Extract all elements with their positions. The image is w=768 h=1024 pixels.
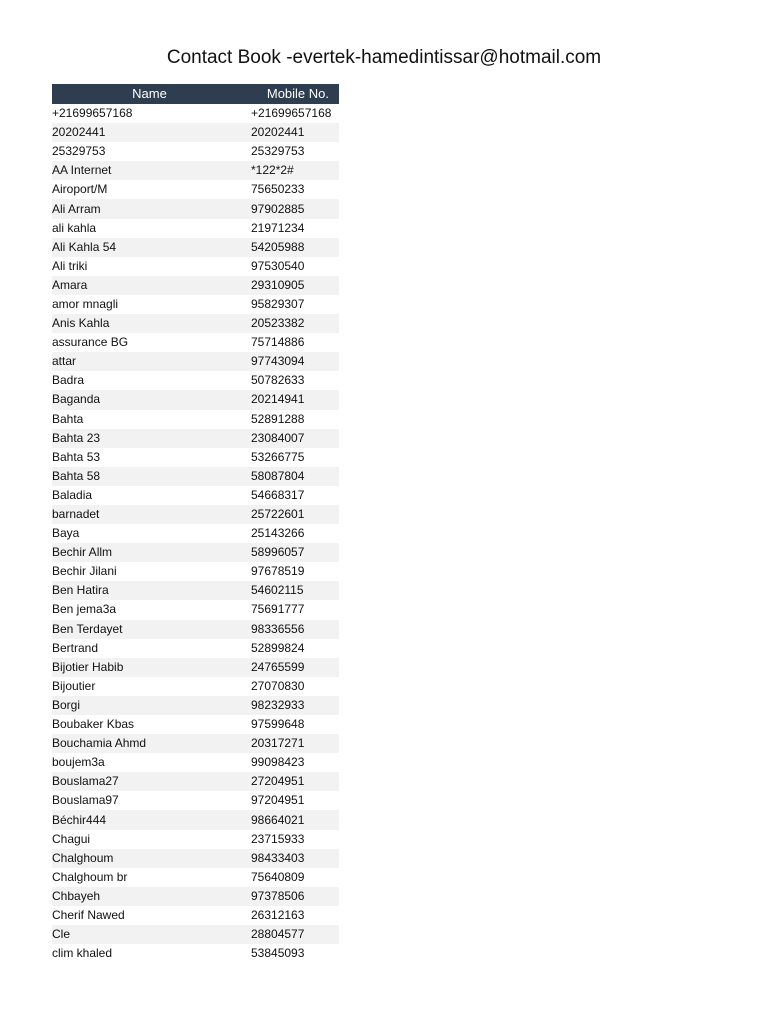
contact-table: [52, 84, 339, 963]
contact-name-cell: attar: [52, 352, 247, 371]
table-row: [52, 600, 339, 619]
contact-name-cell: assurance BG: [52, 333, 247, 352]
contact-name-cell: Amara: [52, 276, 247, 295]
table-row: [52, 543, 339, 562]
mobile-column-header: Mobile No.: [247, 84, 339, 104]
contact-mobile-cell: 20317271: [247, 734, 339, 753]
table-row: [52, 658, 339, 677]
contact-name-cell: Bijoutier: [52, 677, 247, 696]
contact-mobile-cell: 97743094: [247, 352, 339, 371]
contact-name-cell: Bouslama27: [52, 772, 247, 791]
table-header: [52, 84, 339, 104]
contact-mobile-cell: 98664021: [247, 810, 339, 829]
table-row: [52, 734, 339, 753]
table-row: [52, 390, 339, 409]
contact-mobile-cell: 52899824: [247, 639, 339, 658]
contact-name-cell: Ali triki: [52, 257, 247, 276]
contact-mobile-cell: 75691777: [247, 600, 339, 619]
table-row: [52, 448, 339, 467]
table-row: [52, 944, 339, 963]
table-row: [52, 314, 339, 333]
contact-name-cell: AA Internet: [52, 161, 247, 180]
contact-name-cell: 20202441: [52, 123, 247, 142]
table-row: [52, 295, 339, 314]
contact-name-cell: Béchir444: [52, 810, 247, 829]
contact-mobile-cell: 26312163: [247, 906, 339, 925]
table-row: [52, 333, 339, 352]
table-row: [52, 257, 339, 276]
contact-name-cell: Bahta: [52, 410, 247, 429]
table-row: [52, 772, 339, 791]
table-row: [52, 486, 339, 505]
contact-mobile-cell: 27204951: [247, 772, 339, 791]
contact-name-cell: Bertrand: [52, 639, 247, 658]
contact-mobile-cell: 75714886: [247, 333, 339, 352]
contact-mobile-cell: 50782633: [247, 371, 339, 390]
contact-mobile-cell: 24765599: [247, 658, 339, 677]
table-row: [52, 906, 339, 925]
contact-mobile-cell: 97378506: [247, 887, 339, 906]
contact-mobile-cell: 52891288: [247, 410, 339, 429]
contact-name-cell: Bahta 53: [52, 448, 247, 467]
table-row: [52, 505, 339, 524]
contact-name-cell: Cherif Nawed: [52, 906, 247, 925]
contact-name-cell: boujem3a: [52, 753, 247, 772]
contact-mobile-cell: 58087804: [247, 467, 339, 486]
table-row: [52, 104, 339, 123]
table-row: [52, 753, 339, 772]
table-row: [52, 524, 339, 543]
table-row: [52, 791, 339, 810]
contact-mobile-cell: 98433403: [247, 849, 339, 868]
contact-name-cell: Bouslama97: [52, 791, 247, 810]
contact-name-cell: amor mnagli: [52, 295, 247, 314]
page-title: Contact Book -evertek-hamedintissar@hotmail.com: [166, 47, 602, 68]
table-row: [52, 639, 339, 658]
contact-name-cell: Baya: [52, 524, 247, 543]
contact-name-cell: barnadet: [52, 505, 247, 524]
contact-mobile-cell: 97678519: [247, 562, 339, 581]
table-row: [52, 467, 339, 486]
table-row: [52, 677, 339, 696]
contact-mobile-cell: 97530540: [247, 257, 339, 276]
contact-mobile-cell: 53266775: [247, 448, 339, 467]
table-row: [52, 810, 339, 829]
table-row: [52, 199, 339, 218]
contact-name-cell: Chagui: [52, 830, 247, 849]
table-row: [52, 142, 339, 161]
contact-mobile-cell: 54205988: [247, 238, 339, 257]
contact-name-cell: 25329753: [52, 142, 247, 161]
table-row: [52, 123, 339, 142]
table-row: [52, 410, 339, 429]
table-row: [52, 429, 339, 448]
table-row: [52, 219, 339, 238]
contact-mobile-cell: 97204951: [247, 791, 339, 810]
contact-name-cell: Bechir Allm: [52, 543, 247, 562]
name-column-header: Name: [52, 84, 247, 104]
table-body: [52, 104, 339, 963]
contact-name-cell: Ben Hatira: [52, 581, 247, 600]
contact-mobile-cell: 25143266: [247, 524, 339, 543]
contact-name-cell: ali kahla: [52, 219, 247, 238]
contact-mobile-cell: 23715933: [247, 830, 339, 849]
contact-mobile-cell: *122*2#: [247, 161, 339, 180]
table-row: [52, 830, 339, 849]
contact-mobile-cell: 20523382: [247, 314, 339, 333]
contact-mobile-cell: 98336556: [247, 620, 339, 639]
table-row: [52, 352, 339, 371]
header-row: [52, 84, 339, 104]
table-row: [52, 161, 339, 180]
table-row: [52, 849, 339, 868]
contact-mobile-cell: 25722601: [247, 505, 339, 524]
contact-name-cell: Chalghoum: [52, 849, 247, 868]
table-row: [52, 696, 339, 715]
contact-mobile-cell: 97599648: [247, 715, 339, 734]
contact-mobile-cell: 58996057: [247, 543, 339, 562]
contact-name-cell: Ali Kahla 54: [52, 238, 247, 257]
contact-mobile-cell: 75640809: [247, 868, 339, 887]
table-row: [52, 371, 339, 390]
contact-mobile-cell: 21971234: [247, 219, 339, 238]
table-row: [52, 581, 339, 600]
contact-name-cell: Bechir Jilani: [52, 562, 247, 581]
contact-name-cell: +21699657168: [52, 104, 247, 123]
table-row: [52, 180, 339, 199]
contact-mobile-cell: 23084007: [247, 429, 339, 448]
contact-mobile-cell: 54602115: [247, 581, 339, 600]
contact-mobile-cell: 75650233: [247, 180, 339, 199]
contact-name-cell: Bahta 23: [52, 429, 247, 448]
contact-name-cell: Bijotier Habib: [52, 658, 247, 677]
contact-name-cell: Boubaker Kbas: [52, 715, 247, 734]
table-row: [52, 925, 339, 944]
contact-mobile-cell: 20214941: [247, 390, 339, 409]
contact-mobile-cell: +21699657168: [247, 104, 339, 123]
contact-name-cell: Baganda: [52, 390, 247, 409]
contact-name-cell: Chalghoum br: [52, 868, 247, 887]
table-row: [52, 715, 339, 734]
contact-mobile-cell: 28804577: [247, 925, 339, 944]
contact-name-cell: Chbayeh: [52, 887, 247, 906]
contact-name-cell: Ben Terdayet: [52, 620, 247, 639]
contact-name-cell: Borgi: [52, 696, 247, 715]
contact-mobile-cell: 99098423: [247, 753, 339, 772]
contact-mobile-cell: 97902885: [247, 199, 339, 218]
contact-name-cell: Baladia: [52, 486, 247, 505]
contact-name-cell: Airoport/M: [52, 180, 247, 199]
contact-mobile-cell: 53845093: [247, 944, 339, 963]
table-row: [52, 276, 339, 295]
contact-name-cell: Bahta 58: [52, 467, 247, 486]
contact-name-cell: Ali Arram: [52, 199, 247, 218]
contact-name-cell: Badra: [52, 371, 247, 390]
contact-mobile-cell: 54668317: [247, 486, 339, 505]
contact-mobile-cell: 20202441: [247, 123, 339, 142]
contact-name-cell: Cle: [52, 925, 247, 944]
table-row: [52, 887, 339, 906]
contact-mobile-cell: 95829307: [247, 295, 339, 314]
contact-mobile-cell: 27070830: [247, 677, 339, 696]
contact-name-cell: clim khaled: [52, 944, 247, 963]
contact-mobile-cell: 29310905: [247, 276, 339, 295]
contact-name-cell: Anis Kahla: [52, 314, 247, 333]
table-row: [52, 238, 339, 257]
table-row: [52, 562, 339, 581]
contact-mobile-cell: 25329753: [247, 142, 339, 161]
contact-name-cell: Ben jema3a: [52, 600, 247, 619]
table-row: [52, 868, 339, 887]
table-row: [52, 620, 339, 639]
contact-mobile-cell: 98232933: [247, 696, 339, 715]
contact-name-cell: Bouchamia Ahmd: [52, 734, 247, 753]
